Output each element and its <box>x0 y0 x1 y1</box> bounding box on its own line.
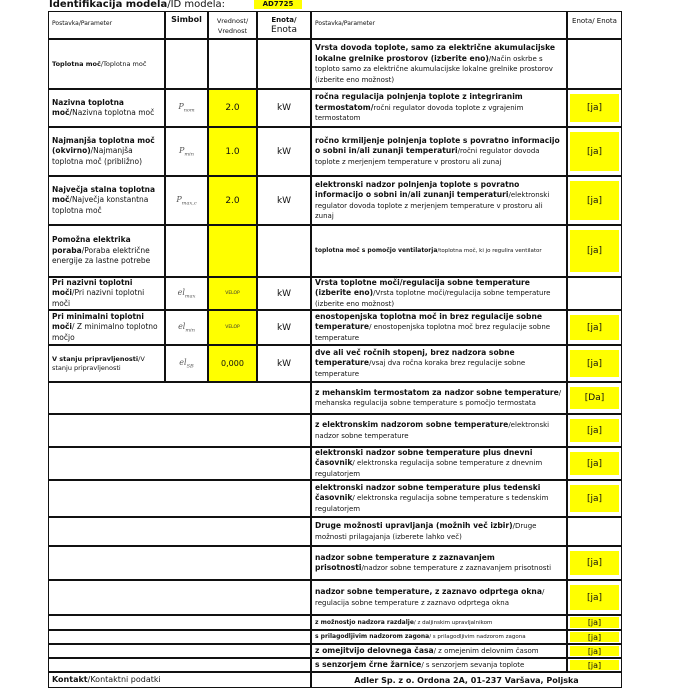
mark-value-4: [ja] <box>586 246 603 256</box>
value-7: 0,000 <box>221 359 244 368</box>
value-cell-0 <box>208 39 257 89</box>
postavka-column-header <box>48 11 165 39</box>
mark-value-16: [ja] <box>587 632 602 642</box>
unit-7: kW <box>276 358 292 369</box>
right-mark-cell-12 <box>567 517 622 546</box>
right-param-rest-9: /elektronski nadzor sobne temperature <box>315 421 550 440</box>
simbol-column-header <box>165 11 208 39</box>
param-rest-6: / Z minimalno toplotno močjo <box>52 322 158 342</box>
model-id-value: AD7725 <box>254 0 302 9</box>
unit-cell-1 <box>257 89 311 127</box>
value-cell-1 <box>208 89 257 127</box>
unit-3: kW <box>276 195 292 206</box>
param-bold-3: Največja stalna toplotna moč <box>52 184 156 205</box>
right-mark-cell-16 <box>567 630 622 644</box>
mark-value-6: [ja] <box>586 322 603 333</box>
value-cell-2 <box>208 127 257 176</box>
param-rest-0: /Toplotna moč <box>100 59 147 68</box>
right-postavka-header-text: Postavka/Parameter <box>315 20 376 27</box>
value-cell-3 <box>208 176 257 225</box>
unit-cell-7 <box>257 345 311 382</box>
right-param-rest-3: /elektronski regulator dovoda toplote z merjenjem temperature v prostoru ali zunaj <box>315 191 550 220</box>
right-param-bold-16: s prilagodljivim nadzorom zagona <box>315 633 430 640</box>
value-cell-7 <box>208 345 257 382</box>
right-param-cell-2 <box>311 127 567 176</box>
value-3: 2.0 <box>225 195 240 206</box>
mark-box-17 <box>570 646 619 656</box>
param-label-3 <box>52 185 161 217</box>
symbol-sub-1: nom <box>183 107 195 114</box>
right-mark-cell-0 <box>567 39 622 89</box>
enota-header-text: Enota <box>271 25 297 35</box>
param-cell-2 <box>48 127 165 176</box>
symbol-3: $P_{max,c}$ <box>176 194 197 207</box>
param-cell-6 <box>48 310 165 345</box>
right-param-bold-5: Vrsta toplotne moči/regulacija sobne temperature (izberite eno) <box>315 277 530 298</box>
param-cell-3 <box>48 176 165 225</box>
right-param-cell-11 <box>311 480 567 517</box>
right-mark-cell-2 <box>567 127 622 176</box>
empty-left-row-17 <box>48 644 311 658</box>
param-bold-7: V stanju pripravljenosti <box>52 354 139 363</box>
mark-box-6 <box>570 315 619 340</box>
empty-left-row-18 <box>48 658 311 672</box>
unit-cell-4 <box>257 225 311 277</box>
right-param-rest-17: / z omejenim delovnim časom <box>433 647 539 655</box>
empty-left-row-16 <box>48 630 311 644</box>
value-cell-5 <box>208 277 257 310</box>
right-enota-column-header <box>567 11 622 39</box>
right-param-label-12 <box>315 521 563 542</box>
mark-value-15: [ja] <box>587 618 602 627</box>
mark-value-1: [ja] <box>586 103 603 113</box>
unit-cell-5 <box>257 277 311 310</box>
param-bold-4: Pomožna elektrika poraba <box>52 235 131 255</box>
mark-box-13 <box>570 551 619 575</box>
mark-value-8: [Da] <box>584 393 605 403</box>
enota-header-bold: Enota/ <box>271 16 297 24</box>
param-bold-6: Pri minimalni toplotni moči <box>52 311 144 332</box>
param-rest-7: /V stanju pripravljenosti <box>52 354 145 372</box>
right-param-rest-18: / s senzorjem sevanja toplote <box>421 661 525 669</box>
right-mark-cell-7 <box>567 345 622 382</box>
right-param-rest-11: / elektronska regulacija sobne temperature s tedenskim regulatorjem <box>315 494 549 513</box>
right-param-bold-11: elektronski nadzor sobne temperature plus tedenski časovnik <box>315 482 541 503</box>
right-param-cell-9 <box>311 414 567 447</box>
empty-left-row-8 <box>48 382 311 414</box>
right-param-bold-9: z elektronskim nadzorom sobne temperature <box>315 420 509 429</box>
mark-value-11: [ja] <box>586 493 603 504</box>
param-rest-3: /Največja konstantna toplotna moč <box>52 195 149 215</box>
right-param-rest-13: /nadzor sobne temperature z zaznavanjem prisotnosti <box>361 564 552 572</box>
symbol-sub-3: max,c <box>181 200 197 207</box>
symbol-cell-0 <box>165 39 208 89</box>
vrednost-header-text: Vrednost/ Vrednost <box>216 17 249 35</box>
unit-5: kW <box>276 288 292 299</box>
empty-left-row-10 <box>48 447 311 480</box>
right-param-cell-5 <box>311 277 567 310</box>
mark-value-17: [ja] <box>587 646 602 656</box>
right-param-bold-1: ročna regulacija polnjenja toplote z integriranim termostatom/ <box>315 92 523 112</box>
value-cell-6 <box>208 310 257 345</box>
right-param-cell-16 <box>311 630 567 644</box>
param-cell-7 <box>48 345 165 382</box>
right-param-bold-18: s senzorjem črne žarnice <box>315 660 422 669</box>
right-param-label-9 <box>315 420 563 441</box>
value-1: 2.0 <box>225 103 240 113</box>
unit-cell-0 <box>257 39 311 89</box>
mark-value-9: [ja] <box>586 425 603 436</box>
param-rest-1: Nazivna toplotna moč <box>72 108 155 117</box>
param-cell-0 <box>48 39 165 89</box>
right-param-cell-3 <box>311 176 567 225</box>
right-param-bold-12: Druge možnosti upravljanja (možnih več izbir) <box>315 521 513 530</box>
right-param-label-7 <box>315 348 563 380</box>
postavka-header-text: Postavka/Parameter <box>52 20 113 27</box>
right-param-rest-0: /Način oskrbe s toploto samo za električne akumulacijske lokalne grelnike prostorov (izberite eno možnost) <box>315 54 553 84</box>
mark-box-15 <box>570 617 619 628</box>
symbol-6: $el_{min}$ <box>178 321 195 334</box>
right-param-bold-13: nadzor sobne temperature z zaznavanjem prisotnosti <box>315 552 495 572</box>
right-param-bold-14: nadzor sobne temperature, z zaznavo odprtega okna <box>315 587 542 596</box>
unit-cell-6 <box>257 310 311 345</box>
right-mark-cell-10 <box>567 447 622 480</box>
mark-value-14: [ja] <box>586 592 603 603</box>
right-param-cell-17 <box>311 644 567 658</box>
right-param-bold-10: elektronski nadzor sobne temperature plus dnevni časovnik <box>315 447 533 468</box>
right-mark-cell-3 <box>567 176 622 225</box>
right-param-cell-1 <box>311 89 567 127</box>
param-label-5 <box>52 278 161 310</box>
right-enota-header-text: Enota/ Enota <box>572 17 617 25</box>
symbol-cell-6 <box>165 310 208 345</box>
right-param-rest-4: /toplotna moč, ki jo regulira ventilator <box>437 247 542 254</box>
contact-label-bold: Kontakt <box>52 674 88 684</box>
right-param-cell-6 <box>311 310 567 345</box>
symbol-cell-7 <box>165 345 208 382</box>
model-identification-label: Identifikacija modela/ID modela: <box>49 0 226 10</box>
right-mark-cell-1 <box>567 89 622 127</box>
param-bold-5: Pri nazivni toplotni moči <box>52 277 133 298</box>
right-param-rest-15: / z daljinskim upravljalnikom <box>413 619 493 626</box>
enota-column-header <box>257 11 311 39</box>
right-param-cell-14 <box>311 580 567 615</box>
value-5: VELOP <box>225 291 240 296</box>
contact-value: Adler Sp. z o. Ordona 2A, 01-237 Varšava, Poljska <box>354 675 579 685</box>
right-mark-cell-18 <box>567 658 622 672</box>
right-mark-cell-8 <box>567 382 622 414</box>
empty-left-row-13 <box>48 546 311 580</box>
right-param-label-3 <box>315 180 563 222</box>
right-param-rest-14: / regulacija sobne temperature z zaznavo odprtega okna <box>315 588 545 607</box>
unit-cell-3 <box>257 176 311 225</box>
right-mark-cell-13 <box>567 546 622 580</box>
vrednost-column-header <box>208 11 257 39</box>
mark-box-2 <box>570 132 619 171</box>
param-cell-1 <box>48 89 165 127</box>
right-param-rest-10: / elektronska regulacija sobne temperature z dnevnim regulatorjem <box>315 459 543 478</box>
right-mark-cell-17 <box>567 644 622 658</box>
value-2: 1.0 <box>225 146 240 157</box>
value-6: VELOP <box>225 325 240 330</box>
right-param-label-5 <box>315 278 563 310</box>
right-param-cell-8 <box>311 382 567 414</box>
param-rest-5: /Pri nazivni toplotni moči <box>52 288 145 308</box>
mark-value-2: [ja] <box>586 146 603 157</box>
mark-value-7: [ja] <box>586 358 603 369</box>
right-param-label-18 <box>315 660 524 670</box>
symbol-cell-4 <box>165 225 208 277</box>
right-param-label-8 <box>315 388 563 409</box>
param-label-1 <box>52 98 161 119</box>
empty-left-row-15 <box>48 615 311 630</box>
right-param-rest-12: /Druge možnosti prilagajanja (izberete lahko več) <box>315 522 537 541</box>
symbol-sub-6: min <box>185 327 195 334</box>
unit-2: kW <box>276 146 292 157</box>
right-param-label-4 <box>315 246 542 257</box>
right-param-label-17 <box>315 646 539 656</box>
right-mark-cell-6 <box>567 310 622 345</box>
param-label-4 <box>52 235 161 267</box>
right-param-bold-6: enostopenjska toplotna moč in brez regulacije sobne temperature <box>315 311 542 332</box>
empty-left-row-12 <box>48 517 311 546</box>
param-rest-2: /Najmanjša toplotna moč (približno) <box>52 146 143 166</box>
right-param-rest-16: / s prilagodljivim nadzorom zagona <box>429 634 526 640</box>
right-param-bold-7: dve ali več ročnih stopenj, brez nadzora sobne temperature <box>315 347 515 368</box>
right-param-rest-5: /Vrsta toplotne moči/regulacija sobne temperature (izberite eno možnost) <box>315 289 551 308</box>
right-param-bold-15: z možnostjo nadzora razdalje <box>315 618 414 626</box>
right-param-cell-15 <box>311 615 567 630</box>
right-param-bold-0: Vrsta dovoda toplote, samo za električne akumulacijske lokalne grelnike prostorov (izberite eno) <box>315 43 556 63</box>
right-mark-cell-9 <box>567 414 622 447</box>
right-param-bold-4: toplotna moč s pomočjo ventilatorja <box>315 246 438 254</box>
right-param-label-14 <box>315 587 563 608</box>
right-param-rest-6: / enostopenjska toplotna moč brez regulacije sobne temperature <box>315 323 551 342</box>
right-param-cell-18 <box>311 658 567 672</box>
right-param-cell-0 <box>311 39 567 89</box>
param-bold-2: Najmanjša toplotna moč (okvirno) <box>52 135 155 156</box>
right-param-bold-8: z mehanskim termostatom za nadzor sobne temperature <box>315 387 559 397</box>
right-param-bold-17: z omejitvijo delovnega časa <box>315 646 434 655</box>
unit-6: kW <box>276 322 292 333</box>
symbol-sub-2: min <box>184 151 194 158</box>
right-param-cell-13 <box>311 546 567 580</box>
right-postavka-column-header <box>311 11 567 39</box>
right-param-label-6 <box>315 312 563 344</box>
mark-box-10 <box>570 452 619 475</box>
symbol-cell-2 <box>165 127 208 176</box>
empty-left-row-11 <box>48 480 311 517</box>
mark-box-18 <box>570 660 619 670</box>
mark-box-9 <box>570 419 619 442</box>
contact-label-rest: /Kontaktni podatki <box>87 674 161 684</box>
right-param-rest-8: / mehanska regulacija sobne temperature s pomočjo termostata <box>315 388 562 407</box>
param-cell-5 <box>48 277 165 310</box>
right-param-label-15 <box>315 618 492 628</box>
symbol-2: $P_{min}$ <box>179 145 194 158</box>
right-param-label-11 <box>315 483 563 515</box>
right-param-label-16 <box>315 632 526 642</box>
right-mark-cell-14 <box>567 580 622 615</box>
right-mark-cell-11 <box>567 480 622 517</box>
mark-box-4 <box>570 230 619 272</box>
right-mark-cell-15 <box>567 615 622 630</box>
contact-label-cell <box>48 672 311 688</box>
mark-box-16 <box>570 632 619 642</box>
param-bold-1: Nazivna toplotna moč/ <box>52 97 124 117</box>
symbol-cell-5 <box>165 277 208 310</box>
right-mark-cell-5 <box>567 277 622 310</box>
param-cell-4 <box>48 225 165 277</box>
mark-value-3: [ja] <box>586 195 603 206</box>
right-param-cell-10 <box>311 447 567 480</box>
empty-left-row-9 <box>48 414 311 447</box>
mark-box-3 <box>570 181 619 220</box>
contact-value-cell <box>311 672 622 688</box>
param-bold-0: Toplotna moč <box>52 59 101 68</box>
right-param-label-1 <box>315 92 563 124</box>
right-param-cell-12 <box>311 517 567 546</box>
right-param-bold-3: elektronski nadzor polnjenja toplote s povratno informacijo o sobni in/ali zunanji temperaturi <box>315 179 520 199</box>
empty-left-row-14 <box>48 580 311 615</box>
right-param-label-10 <box>315 448 563 480</box>
symbol-sub-5: max <box>184 293 196 300</box>
right-param-rest-7: /vsaj dva ročna koraka brez regulacije sobne temperature <box>315 359 526 378</box>
mark-value-13: [ja] <box>586 558 603 568</box>
param-label-0 <box>52 60 146 69</box>
param-label-6 <box>52 312 161 344</box>
right-mark-cell-4 <box>567 225 622 277</box>
mark-box-11 <box>570 485 619 512</box>
unit-cell-2 <box>257 127 311 176</box>
param-label-7 <box>52 355 161 373</box>
symbol-cell-1 <box>165 89 208 127</box>
right-param-bold-2: ročno krmiljenje polnjenja toplote s povratno informacijo o sobni in/ali zunanji temperaturi <box>315 135 560 156</box>
mark-box-7 <box>570 350 619 377</box>
right-param-rest-1: ročni regulator dovoda toplote z vgrajenim termostatom <box>315 103 524 123</box>
right-param-cell-4 <box>311 225 567 277</box>
symbol-7: $el_{SB}$ <box>179 357 194 370</box>
right-param-label-13 <box>315 553 563 574</box>
mark-value-10: [ja] <box>586 458 603 469</box>
symbol-cell-3 <box>165 176 208 225</box>
simbol-header-text: Simbol <box>171 15 202 24</box>
right-param-cell-7 <box>311 345 567 382</box>
right-param-rest-2: /ročni regulator dovoda toplote z merjenjem temperature v prostoru ali zunaj <box>315 147 540 166</box>
right-param-label-2 <box>315 136 563 168</box>
mark-box-1 <box>570 94 619 122</box>
symbol-1: $P_{nom}$ <box>178 102 195 114</box>
mark-box-14 <box>570 585 619 610</box>
mark-value-18: [ja] <box>587 660 602 670</box>
param-label-2 <box>52 136 161 168</box>
symbol-5: $el_{max}$ <box>177 287 196 300</box>
right-param-label-0 <box>315 43 563 85</box>
mark-box-8 <box>570 387 619 409</box>
symbol-sub-7: SB <box>186 363 194 370</box>
unit-1: kW <box>276 103 292 113</box>
value-cell-4 <box>208 225 257 277</box>
param-rest-4: /Poraba električne energije za lastne potrebe <box>52 245 151 266</box>
